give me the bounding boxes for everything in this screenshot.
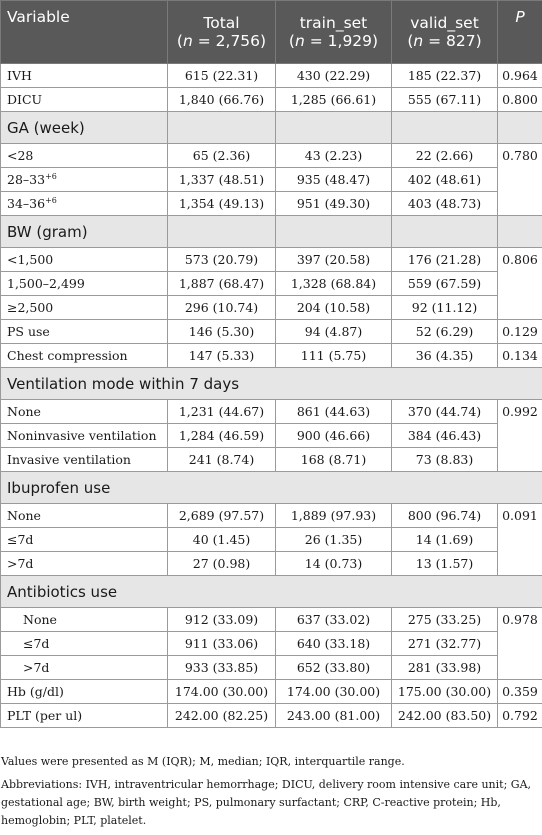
cell-train: 1,285 (66.61) bbox=[276, 88, 392, 112]
cell-valid: 800 (96.74) bbox=[392, 504, 498, 528]
row-label: >7d bbox=[1, 656, 168, 680]
cell-valid: 281 (33.98) bbox=[392, 656, 498, 680]
cell-p: 0.964 bbox=[498, 64, 542, 88]
table-row bbox=[1, 448, 542, 472]
cell-train: 861 (44.63) bbox=[276, 400, 392, 424]
row-label: <1,500 bbox=[1, 248, 168, 272]
header-total-name: Total bbox=[203, 14, 239, 32]
cell-total: 573 (20.79) bbox=[168, 248, 276, 272]
section-empty-cell bbox=[498, 216, 542, 248]
cell-train: 94 (4.87) bbox=[276, 320, 392, 344]
cell-valid: 175.00 (30.00) bbox=[392, 680, 498, 704]
cell-p: 0.806 bbox=[498, 248, 542, 320]
table-row bbox=[1, 680, 542, 704]
header-valid-n: (n = 827) bbox=[407, 32, 481, 50]
cell-train: 1,889 (97.93) bbox=[276, 504, 392, 528]
cell-total: 65 (2.36) bbox=[168, 144, 276, 168]
table-row bbox=[1, 528, 542, 552]
cell-valid: 402 (48.61) bbox=[392, 168, 498, 192]
cell-valid: 384 (46.43) bbox=[392, 424, 498, 448]
footnote-values: Values were presented as M (IQR); M, median; IQR, interquartile range. bbox=[1, 753, 541, 771]
cell-p: 0.091 bbox=[498, 504, 542, 576]
row-label-text: 34–36 bbox=[7, 196, 45, 211]
cell-train: 43 (2.23) bbox=[276, 144, 392, 168]
cell-train: 111 (5.75) bbox=[276, 344, 392, 368]
section-title-ga: GA (week) bbox=[1, 112, 168, 144]
row-label: <28 bbox=[1, 144, 168, 168]
row-label: ≥2,500 bbox=[1, 296, 168, 320]
cell-train: 1,328 (68.84) bbox=[276, 272, 392, 296]
cell-total: 912 (33.09) bbox=[168, 608, 276, 632]
table-row bbox=[1, 272, 542, 296]
table-row bbox=[1, 144, 542, 168]
cell-total: 911 (33.06) bbox=[168, 632, 276, 656]
table-row bbox=[1, 632, 542, 656]
row-label bbox=[1, 192, 168, 216]
row-label-sup: +6 bbox=[45, 196, 57, 205]
row-label: Chest compression bbox=[1, 344, 168, 368]
cell-train: 640 (33.18) bbox=[276, 632, 392, 656]
cell-total: 146 (5.30) bbox=[168, 320, 276, 344]
section-title-ventilation: Ventilation mode within 7 days bbox=[1, 368, 542, 400]
cell-valid: 22 (2.66) bbox=[392, 144, 498, 168]
row-label: Hb (g/dl) bbox=[1, 680, 168, 704]
cell-train: 430 (22.29) bbox=[276, 64, 392, 88]
cell-train: 168 (8.71) bbox=[276, 448, 392, 472]
section-header-row bbox=[1, 576, 542, 608]
table-row bbox=[1, 248, 542, 272]
table-row bbox=[1, 88, 542, 112]
table-row bbox=[1, 552, 542, 576]
section-empty-cell bbox=[498, 112, 542, 144]
cell-valid: 271 (32.77) bbox=[392, 632, 498, 656]
row-label: IVH bbox=[1, 64, 168, 88]
cell-train: 204 (10.58) bbox=[276, 296, 392, 320]
table-row bbox=[1, 656, 542, 680]
section-empty-cell bbox=[276, 216, 392, 248]
row-label: Noninvasive ventilation bbox=[1, 424, 168, 448]
cell-total: 40 (1.45) bbox=[168, 528, 276, 552]
cell-valid: 92 (11.12) bbox=[392, 296, 498, 320]
cell-train: 935 (48.47) bbox=[276, 168, 392, 192]
cell-total: 296 (10.74) bbox=[168, 296, 276, 320]
table-row bbox=[1, 64, 542, 88]
cell-p: 0.800 bbox=[498, 88, 542, 112]
cell-train: 637 (33.02) bbox=[276, 608, 392, 632]
row-label-sup: +6 bbox=[45, 172, 57, 181]
cell-total: 174.00 (30.00) bbox=[168, 680, 276, 704]
cell-p: 0.129 bbox=[498, 320, 542, 344]
footnote-abbreviations: Abbreviations: IVH, intraventricular hemorrhage; DICU, delivery room intensive care unit; GA, gestational age; BW, birth weight; PS, pulmonary surfactant; CRP, C-reactive protein; Hb, hemoglobin; PLT, platelet. bbox=[1, 776, 541, 830]
cell-valid: 36 (4.35) bbox=[392, 344, 498, 368]
table-row bbox=[1, 344, 542, 368]
section-header-row bbox=[1, 368, 542, 400]
cell-total: 241 (8.74) bbox=[168, 448, 276, 472]
header-train-name: train_set bbox=[300, 14, 368, 32]
cell-p: 0.780 bbox=[498, 144, 542, 216]
cell-valid: 370 (44.74) bbox=[392, 400, 498, 424]
header-p: P bbox=[498, 1, 542, 64]
row-label: Invasive ventilation bbox=[1, 448, 168, 472]
cell-total: 1,840 (66.76) bbox=[168, 88, 276, 112]
cell-train: 900 (46.66) bbox=[276, 424, 392, 448]
section-header-row bbox=[1, 112, 542, 144]
cell-valid: 14 (1.69) bbox=[392, 528, 498, 552]
row-label: None bbox=[1, 608, 168, 632]
cell-p: 0.992 bbox=[498, 400, 542, 472]
cell-valid: 555 (67.11) bbox=[392, 88, 498, 112]
section-empty-cell bbox=[168, 216, 276, 248]
cell-p: 0.134 bbox=[498, 344, 542, 368]
section-empty-cell bbox=[392, 216, 498, 248]
row-label: None bbox=[1, 504, 168, 528]
header-valid bbox=[392, 1, 498, 64]
table-row bbox=[1, 424, 542, 448]
row-label-text: 28–33 bbox=[7, 172, 45, 187]
cell-total: 242.00 (82.25) bbox=[168, 704, 276, 728]
cell-total: 933 (33.85) bbox=[168, 656, 276, 680]
table-row bbox=[1, 608, 542, 632]
cell-train: 652 (33.80) bbox=[276, 656, 392, 680]
header-train-n: (n = 1,929) bbox=[289, 32, 378, 50]
cell-train: 243.00 (81.00) bbox=[276, 704, 392, 728]
cell-total: 1,337 (48.51) bbox=[168, 168, 276, 192]
table-footnotes bbox=[1, 753, 541, 835]
header-variable: Variable bbox=[1, 1, 168, 64]
cell-valid: 52 (6.29) bbox=[392, 320, 498, 344]
table-row bbox=[1, 504, 542, 528]
row-label: ≤7d bbox=[1, 632, 168, 656]
row-label: None bbox=[1, 400, 168, 424]
header-valid-name: valid_set bbox=[410, 14, 479, 32]
cell-train: 951 (49.30) bbox=[276, 192, 392, 216]
cell-total: 27 (0.98) bbox=[168, 552, 276, 576]
table-row bbox=[1, 320, 542, 344]
table-row bbox=[1, 192, 542, 216]
cell-total: 147 (5.33) bbox=[168, 344, 276, 368]
cell-valid: 275 (33.25) bbox=[392, 608, 498, 632]
section-empty-cell bbox=[392, 112, 498, 144]
cell-total: 615 (22.31) bbox=[168, 64, 276, 88]
cell-train: 397 (20.58) bbox=[276, 248, 392, 272]
cell-p: 0.359 bbox=[498, 680, 542, 704]
section-header-row bbox=[1, 216, 542, 248]
row-label: PS use bbox=[1, 320, 168, 344]
section-title-bw: BW (gram) bbox=[1, 216, 168, 248]
cell-total: 1,231 (44.67) bbox=[168, 400, 276, 424]
cell-total: 2,689 (97.57) bbox=[168, 504, 276, 528]
row-label: 1,500–2,499 bbox=[1, 272, 168, 296]
row-label: DICU bbox=[1, 88, 168, 112]
cell-valid: 73 (8.83) bbox=[392, 448, 498, 472]
section-header-row bbox=[1, 472, 542, 504]
cell-valid: 185 (22.37) bbox=[392, 64, 498, 88]
section-empty-cell bbox=[276, 112, 392, 144]
cell-train: 14 (0.73) bbox=[276, 552, 392, 576]
row-label: >7d bbox=[1, 552, 168, 576]
cell-p: 0.792 bbox=[498, 704, 542, 728]
table-row bbox=[1, 296, 542, 320]
cell-total: 1,284 (46.59) bbox=[168, 424, 276, 448]
table-row bbox=[1, 704, 542, 728]
cell-train: 174.00 (30.00) bbox=[276, 680, 392, 704]
table-row bbox=[1, 400, 542, 424]
row-label: PLT (per ul) bbox=[1, 704, 168, 728]
section-empty-cell bbox=[168, 112, 276, 144]
cell-p: 0.978 bbox=[498, 608, 542, 680]
section-title-antibiotics: Antibiotics use bbox=[1, 576, 542, 608]
cell-valid: 242.00 (83.50) bbox=[392, 704, 498, 728]
cell-valid: 176 (21.28) bbox=[392, 248, 498, 272]
cell-valid: 403 (48.73) bbox=[392, 192, 498, 216]
cell-valid: 559 (67.59) bbox=[392, 272, 498, 296]
cell-train: 26 (1.35) bbox=[276, 528, 392, 552]
header-total-n: (n = 2,756) bbox=[177, 32, 266, 50]
table-row bbox=[1, 168, 542, 192]
cell-total: 1,887 (68.47) bbox=[168, 272, 276, 296]
row-label bbox=[1, 168, 168, 192]
section-title-ibuprofen: Ibuprofen use bbox=[1, 472, 542, 504]
cell-valid: 13 (1.57) bbox=[392, 552, 498, 576]
cell-total: 1,354 (49.13) bbox=[168, 192, 276, 216]
header-total bbox=[168, 1, 276, 64]
row-label: ≤7d bbox=[1, 528, 168, 552]
header-train bbox=[276, 1, 392, 64]
header-row bbox=[1, 1, 542, 64]
